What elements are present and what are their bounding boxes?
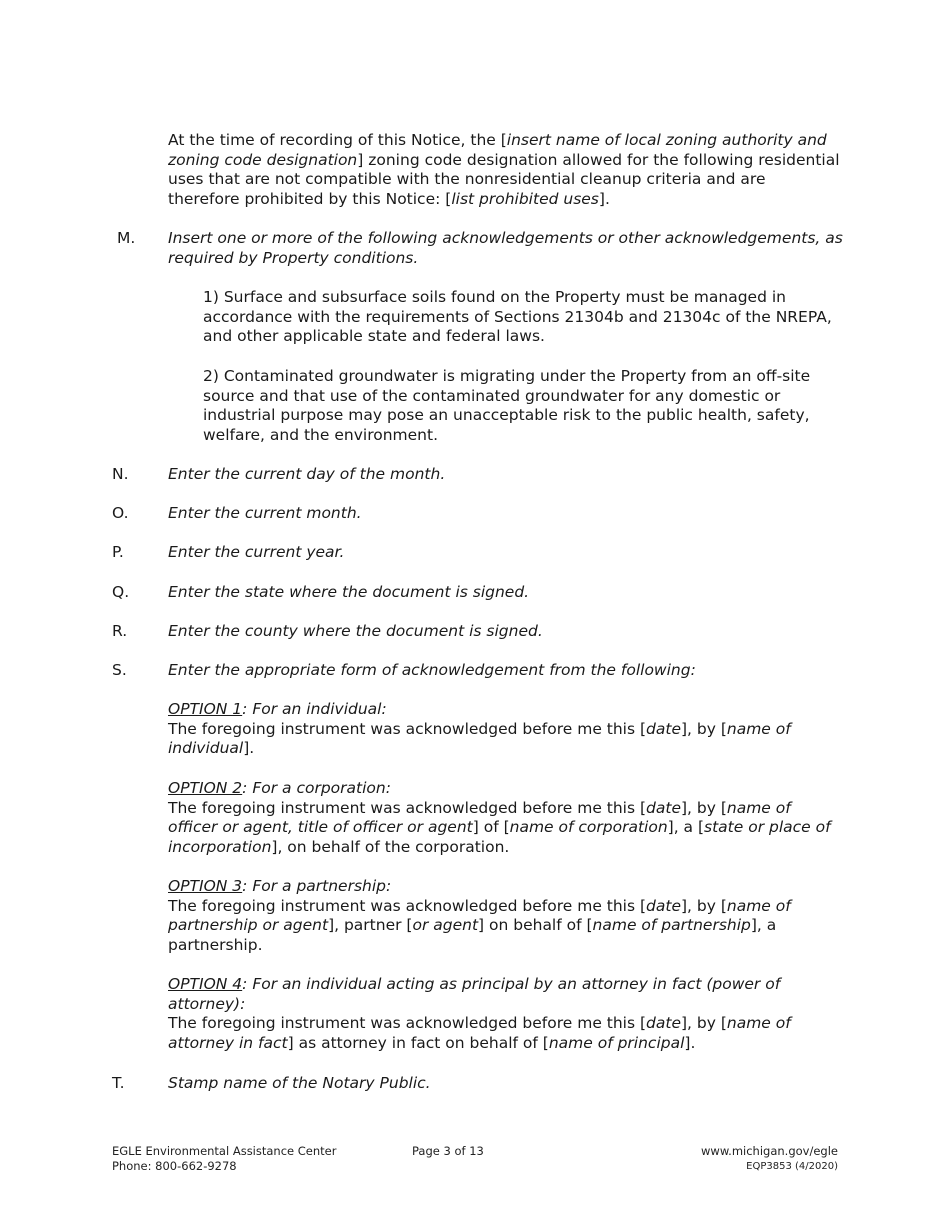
option-3 [168, 877, 840, 955]
option-1-label: OPTION 1 [168, 700, 243, 718]
intro-paragraph: At the time of recording of this Notice, the [insert name of local zoning authority and zoning code designation] zoning code designation allowed for the following residential uses that are not compatible with the nonresidential cleanup criteria and are therefore prohibited by this Notice: [list prohibited uses]. [168, 131, 840, 208]
item-r-text: Enter the county where the document is signed. [168, 622, 543, 640]
option-4 [168, 975, 840, 1053]
option-2-body: The foregoing instrument was acknowledged before me this [date], by [name of officer or agent, title of officer or agent] of [name of corporation], a [state or place of incorporation], on behalf of the corporation. [168, 798, 831, 856]
item-m-sub-1: 1) Surface and subsurface soils found on the Property must be managed in accordance with the requirements of Sections 21304b and 21304c of the NREPA, and other applicable state and federal laws. [203, 288, 832, 346]
option-1-heading: : For an individual: [242, 700, 387, 718]
option-2-label: OPTION 2 [168, 779, 243, 797]
item-n-text: Enter the current day of the month. [168, 465, 446, 483]
option-4-label: OPTION 4 [168, 975, 243, 993]
option-3-label: OPTION 3 [168, 877, 243, 895]
footer-left [112, 1144, 336, 1174]
option-3-heading: : For a partnership: [242, 877, 392, 895]
item-m-text: Insert one or more of the following acknowledgements or other acknowledgements, as required by Property conditions. [168, 229, 843, 267]
option-4-body: The foregoing instrument was acknowledged before me this [date], by [name of attorney in fact] as attorney in fact on behalf of [name of principal]. [168, 1014, 791, 1052]
item-q-text: Enter the state where the document is signed. [168, 583, 530, 601]
footer-right [701, 1144, 838, 1174]
item-t-text: Stamp name of the Notary Public. [168, 1074, 431, 1092]
item-p-letter: P. [112, 543, 124, 561]
option-2 [168, 779, 840, 857]
footer-form-number: EQP3853 (4/2020) [746, 1161, 838, 1172]
item-t-letter: T. [112, 1074, 125, 1092]
item-m-letter: M. [117, 229, 136, 247]
footer-url[interactable]: www.michigan.gov/egle [701, 1144, 838, 1158]
option-3-body: The foregoing instrument was acknowledged before me this [date], by [name of partnership or agent], partner [or agent] on behalf of [name of partnership], a partnership. [168, 896, 791, 954]
item-p-text: Enter the current year. [168, 543, 345, 561]
option-1 [168, 700, 840, 759]
option-1-body: The foregoing instrument was acknowledged before me this [date], by [name of individual]. [168, 719, 791, 758]
item-q-letter: Q. [112, 583, 130, 601]
item-r-letter: R. [112, 622, 128, 640]
option-2-heading: : For a corporation: [242, 779, 391, 797]
item-m-sub-2: 2) Contaminated groundwater is migrating under the Property from an off-site source and that use of the contaminated groundwater for any domestic or industrial purpose may pose an unacceptable risk to the public health, safety, welfare, and the environment. [203, 367, 811, 444]
item-n-letter: N. [112, 465, 129, 483]
item-o-letter: O. [112, 504, 129, 522]
footer-phone: Phone: 800-662-9278 [112, 1159, 237, 1173]
item-s-text: Enter the appropriate form of acknowledgement from the following: [168, 661, 696, 679]
item-o-text: Enter the current month. [168, 504, 362, 522]
footer-page-number: Page 3 of 13 [412, 1144, 484, 1158]
item-s-letter: S. [112, 661, 127, 679]
option-4-heading: : For an individual acting as principal by an attorney in fact (power of attorney): [168, 975, 781, 1013]
footer-org: EGLE Environmental Assistance Center [112, 1144, 337, 1158]
